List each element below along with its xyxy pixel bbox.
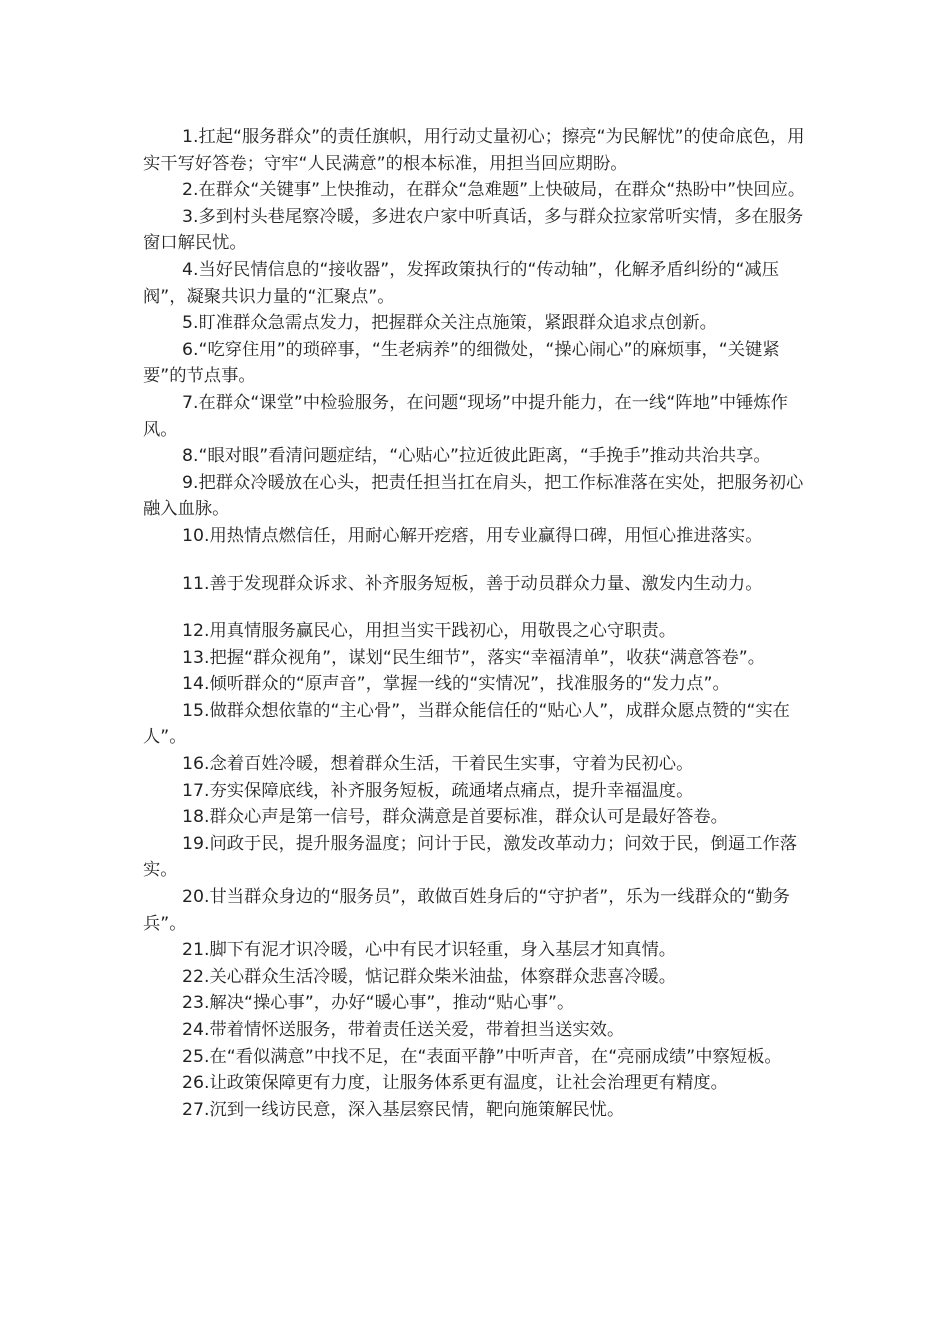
paragraph-15: 15.做群众想依靠的“主心骨”，当群众能信任的“贴心人”，成群众愿点赞的“实在人”。	[143, 700, 790, 748]
paragraph-1: 1.扛起“服务群众”的责任旗帜，用行动丈量初心；擦亮“为民解忧”的使命底色，用实干写好答卷；守牢“人民满意”的根本标准，用担当回应期盼。	[143, 127, 805, 174]
paragraph-18: 18.群众心声是第一信号，群众满意是首要标准，群众认可是最好答卷。	[182, 807, 728, 828]
paragraph-16: 16.念着百姓冷暖，想着群众生活，干着民生实事，守着为民初心。	[182, 754, 694, 775]
paragraph-2: 2.在群众“关键事”上快推动，在群众“急难题”上快破局，在群众“热盼中”快回应。	[182, 180, 806, 201]
paragraph-13: 13.把握“群众视角”，谋划“民生细节”，落实“幸福清单”，收获“满意答卷”。	[182, 647, 765, 668]
paragraph-19: 19.问政于民，提升服务温度；问计于民，激发改革动力；问效于民，倒逼工作落实。	[143, 833, 798, 881]
paragraph-12: 12.用真情服务赢民心，用担当实干践初心，用敬畏之心守职责。	[182, 621, 677, 642]
paragraph-23: 23.解决“操心事”，办好“暖心事”，推动“贴心事”。	[182, 993, 575, 1014]
paragraph-6: 6.“吃穿住用”的琐碎事，“生老病养”的细微处，“操心闹心”的麻烦事，“关键紧要”的节点事。	[143, 339, 780, 387]
paragraph-9: 9.把群众冷暖放在心头，把责任担当扛在肩头，把工作标准落在实处，把服务初心融入血脉。	[143, 472, 804, 520]
paragraph-4: 4.当好民情信息的“接收器”，发挥政策执行的“传动轴”，化解矛盾纠纷的“减压阀”，凝聚共识力量的“汇聚点”。	[143, 259, 779, 307]
paragraph-14: 14.倾听群众的“原声音”，掌握一线的“实情况”，找准服务的“发力点”。	[182, 674, 730, 695]
paragraph-25: 25.在“看似满意”中找不足，在“表面平静”中听声音，在“亮丽成绩”中察短板。	[182, 1046, 782, 1067]
paragraph-21: 21.脚下有泥才识冷暖，心中有民才识轻重，身入基层才知真情。	[182, 940, 677, 961]
paragraph-8: 8.“眼对眼”看清问题症结，“心贴心”拉近彼此距离，“手挽手”推动共治共享。	[182, 446, 771, 467]
paragraph-24: 24.带着情怀送服务，带着责任送关爱，带着担当送实效。	[182, 1020, 625, 1040]
paragraph-20: 20.甘当群众身边的“服务员”，敢做百姓身后的“守护者”，乐为一线群众的“勤务兵”。	[143, 887, 790, 934]
paragraph-26: 26.让政策保障更有力度，让服务体系更有温度，让社会治理更有精度。	[182, 1073, 728, 1094]
paragraph-17: 17.夯实保障底线，补齐服务短板，疏通堵点痛点，提升幸福温度。	[182, 780, 694, 801]
paragraph-10: 10.用热情点燃信任，用耐心解开疙瘩，用专业赢得口碑，用恒心推进落实。	[182, 525, 763, 546]
paragraph-11: 11.善于发现群众诉求、补齐服务短板，善于动员群众力量、激发内生动力。	[182, 573, 763, 594]
paragraph-7: 7.在群众“课堂”中检验服务，在问题“现场”中提升能力，在一线“阵地”中锤炼作风。	[143, 392, 788, 440]
paragraph-27: 27.沉到一线访民意，深入基层察民情，靶向施策解民忧。	[182, 1099, 625, 1120]
paragraph-5: 5.盯准群众急需点发力，把握群众关注点施策，紧跟群众追求点创新。	[182, 313, 717, 334]
paragraph-22: 22.关心群众生活冷暖，惦记群众柴米油盐，体察群众悲喜冷暖。	[182, 966, 677, 987]
document-body	[143, 124, 815, 1123]
paragraph-3: 3.多到村头巷尾察冷暖，多进农户家中听真话，多与群众拉家常听实情，多在服务窗口解民忧。	[143, 206, 804, 254]
